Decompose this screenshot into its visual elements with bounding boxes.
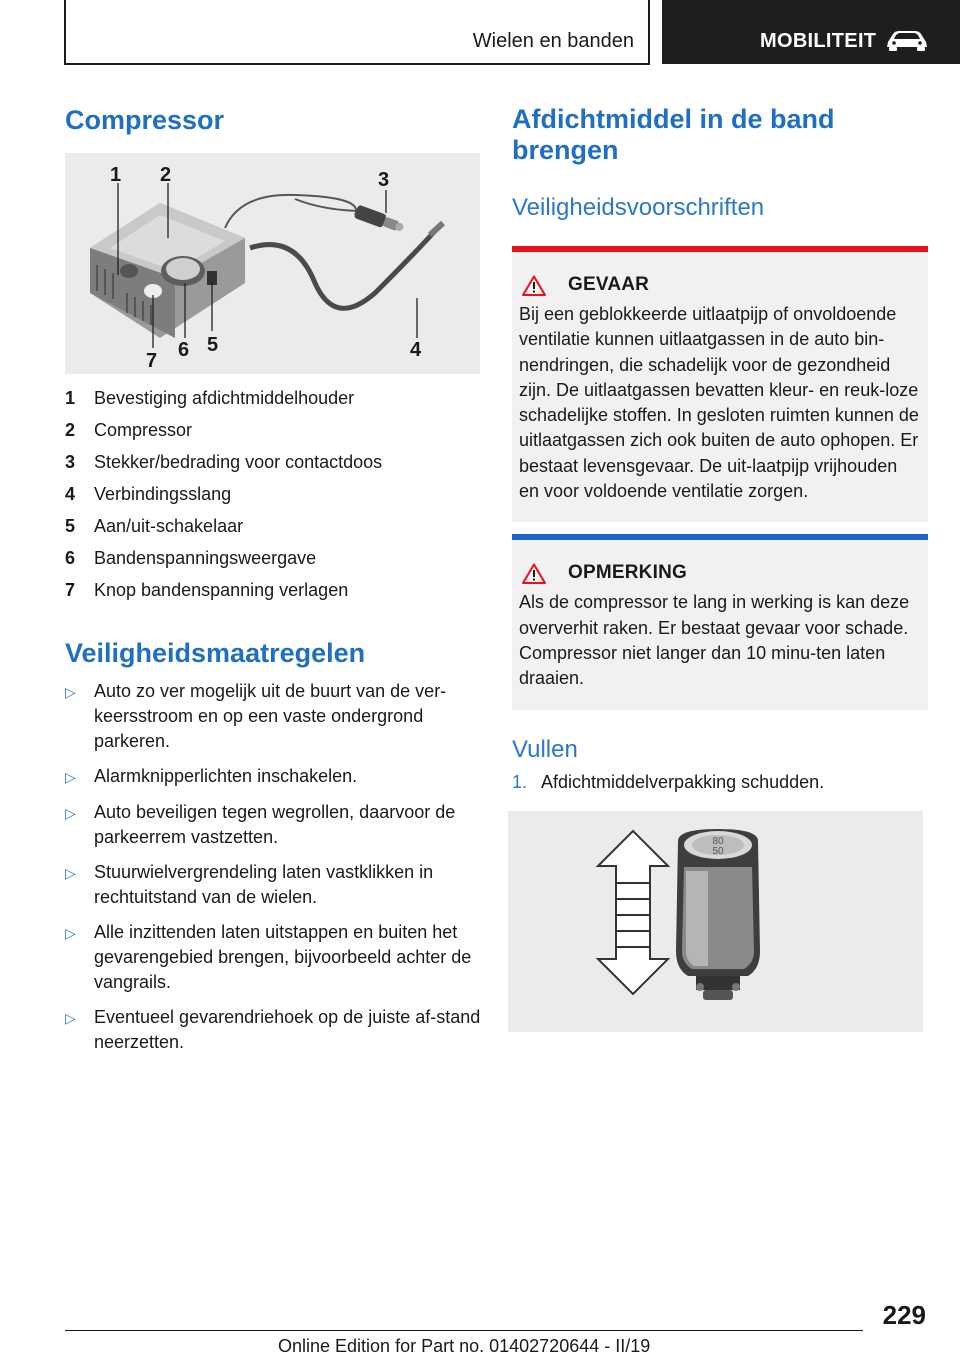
triangle-bullet-icon: ▷: [65, 865, 76, 881]
legend-item: 5 Aan/uit-schakelaar: [65, 516, 244, 536]
list-item: ▷ Alle inzittenden laten uitstappen en buiten het gevarengebied brengen, bijvoorbeeld achter de vangrails.: [65, 920, 481, 995]
list-item: ▷ Eventueel gevarendriehoek op de juiste af-stand neerzetten.: [65, 1005, 481, 1055]
legend-item: 6 Bandenspanningsweergave: [65, 548, 317, 568]
compressor-legend: [65, 382, 481, 606]
warning-triangle-icon: [522, 275, 546, 296]
danger-text: Bij een geblokkeerde uitlaatpijp of onvoldoende ventilatie kunnen uitlaatgassen in de auto bin-nendringen, die schadelijk voor de gezondheid zijn. De uitlaatgassen bevatten kleur- en reuk-loze schadelijke stoffen. In gesloten ruimten kunnen de uitlaatgassen zich ook buiten de auto ophopen. Er bestaat levensgevaar. De uit-laatpijp vrijhouden en voor voldoende ventilatie zorgen.: [519, 304, 919, 502]
shake-bottle-illustration: [508, 811, 923, 1032]
safety-rules-subtitle: Veiligheidsvoorschriften: [512, 194, 765, 221]
notice-header: [512, 540, 928, 584]
list-item: ▷ Stuurwielvergrendeling laten vastklikken in rechtuitstand van de wielen.: [65, 860, 481, 910]
header-rule-middle: [648, 0, 650, 64]
left-column: [65, 100, 481, 1065]
bottle-label-top: 80: [712, 835, 724, 847]
car-icon: [884, 28, 930, 52]
legend-item: 2 Compressor: [65, 420, 193, 440]
header-rule-left: [64, 0, 66, 64]
sealant-title: Afdichtmiddel in de band brengen: [512, 104, 835, 165]
filling-title: Vullen: [512, 735, 578, 763]
callout-5: 5: [207, 334, 219, 356]
footer-rule: [65, 1330, 863, 1331]
footer-edition: Online Edition for Part no. 01402720644 - II/19: [278, 1336, 651, 1356]
page-number: 229: [882, 1300, 926, 1330]
list-item: ▷ Auto beveiligen tegen wegrollen, daarvoor de parkeerrem vastzetten.: [65, 800, 481, 850]
header-chapter-tab: [662, 0, 960, 64]
triangle-bullet-icon: ▷: [65, 769, 76, 785]
callout-6: 6: [178, 339, 190, 361]
shake-bottle-figure: [508, 811, 923, 1032]
safety-measures-list: [65, 679, 481, 1055]
triangle-bullet-icon: ▷: [65, 925, 76, 941]
header-section-title: Wielen en banden: [472, 30, 634, 52]
warning-triangle-icon: [522, 563, 546, 584]
right-column: [512, 100, 928, 1032]
callout-7: 7: [146, 350, 158, 372]
compressor-title: Compressor: [65, 105, 225, 135]
danger-header: [512, 252, 928, 296]
header-chapter-label: MOBILITEIT: [760, 30, 877, 52]
notice-label: OPMERKING: [568, 562, 687, 584]
step-item: 1. Afdichtmiddelverpakking schudden.: [512, 771, 825, 792]
compressor-figure: [65, 153, 480, 374]
legend-item: 1 Bevestiging afdichtmiddelhouder: [65, 388, 355, 408]
list-item: ▷ Auto zo ver mogelijk uit de buurt van de ver-keersstroom en op een vaste ondergrond parkeren.: [65, 679, 481, 754]
notice-text: Als de compressor te lang in werking is kan deze oververhit raken. Er bestaat gevaar voor schade. Compressor niet langer dan 10 minu-ten laten draaien.: [519, 592, 910, 689]
triangle-bullet-icon: ▷: [65, 684, 76, 700]
compressor-illustration: [65, 153, 480, 374]
callout-2: 2: [160, 164, 172, 186]
danger-label: GEVAAR: [568, 274, 650, 295]
legend-item: 4 Verbindingsslang: [65, 484, 232, 504]
triangle-bullet-icon: ▷: [65, 1010, 76, 1026]
danger-box: [512, 246, 928, 522]
legend-item: 7 Knop bandenspanning verlagen: [65, 580, 349, 600]
callout-3: 3: [378, 169, 390, 191]
legend-item: 3 Stekker/bedrading voor contactdoos: [65, 452, 383, 472]
callout-1: 1: [110, 164, 122, 186]
bottle-label-bottom: 50: [712, 845, 724, 857]
safety-measures-title: Veiligheidsmaatregelen: [65, 638, 366, 668]
notice-box: [512, 534, 928, 709]
callout-4: 4: [410, 339, 422, 361]
list-item: ▷ Alarmknipperlichten inschakelen.: [65, 764, 481, 790]
filling-steps: [512, 770, 928, 795]
header-rule-bottom: [64, 63, 650, 65]
triangle-bullet-icon: ▷: [65, 805, 76, 821]
